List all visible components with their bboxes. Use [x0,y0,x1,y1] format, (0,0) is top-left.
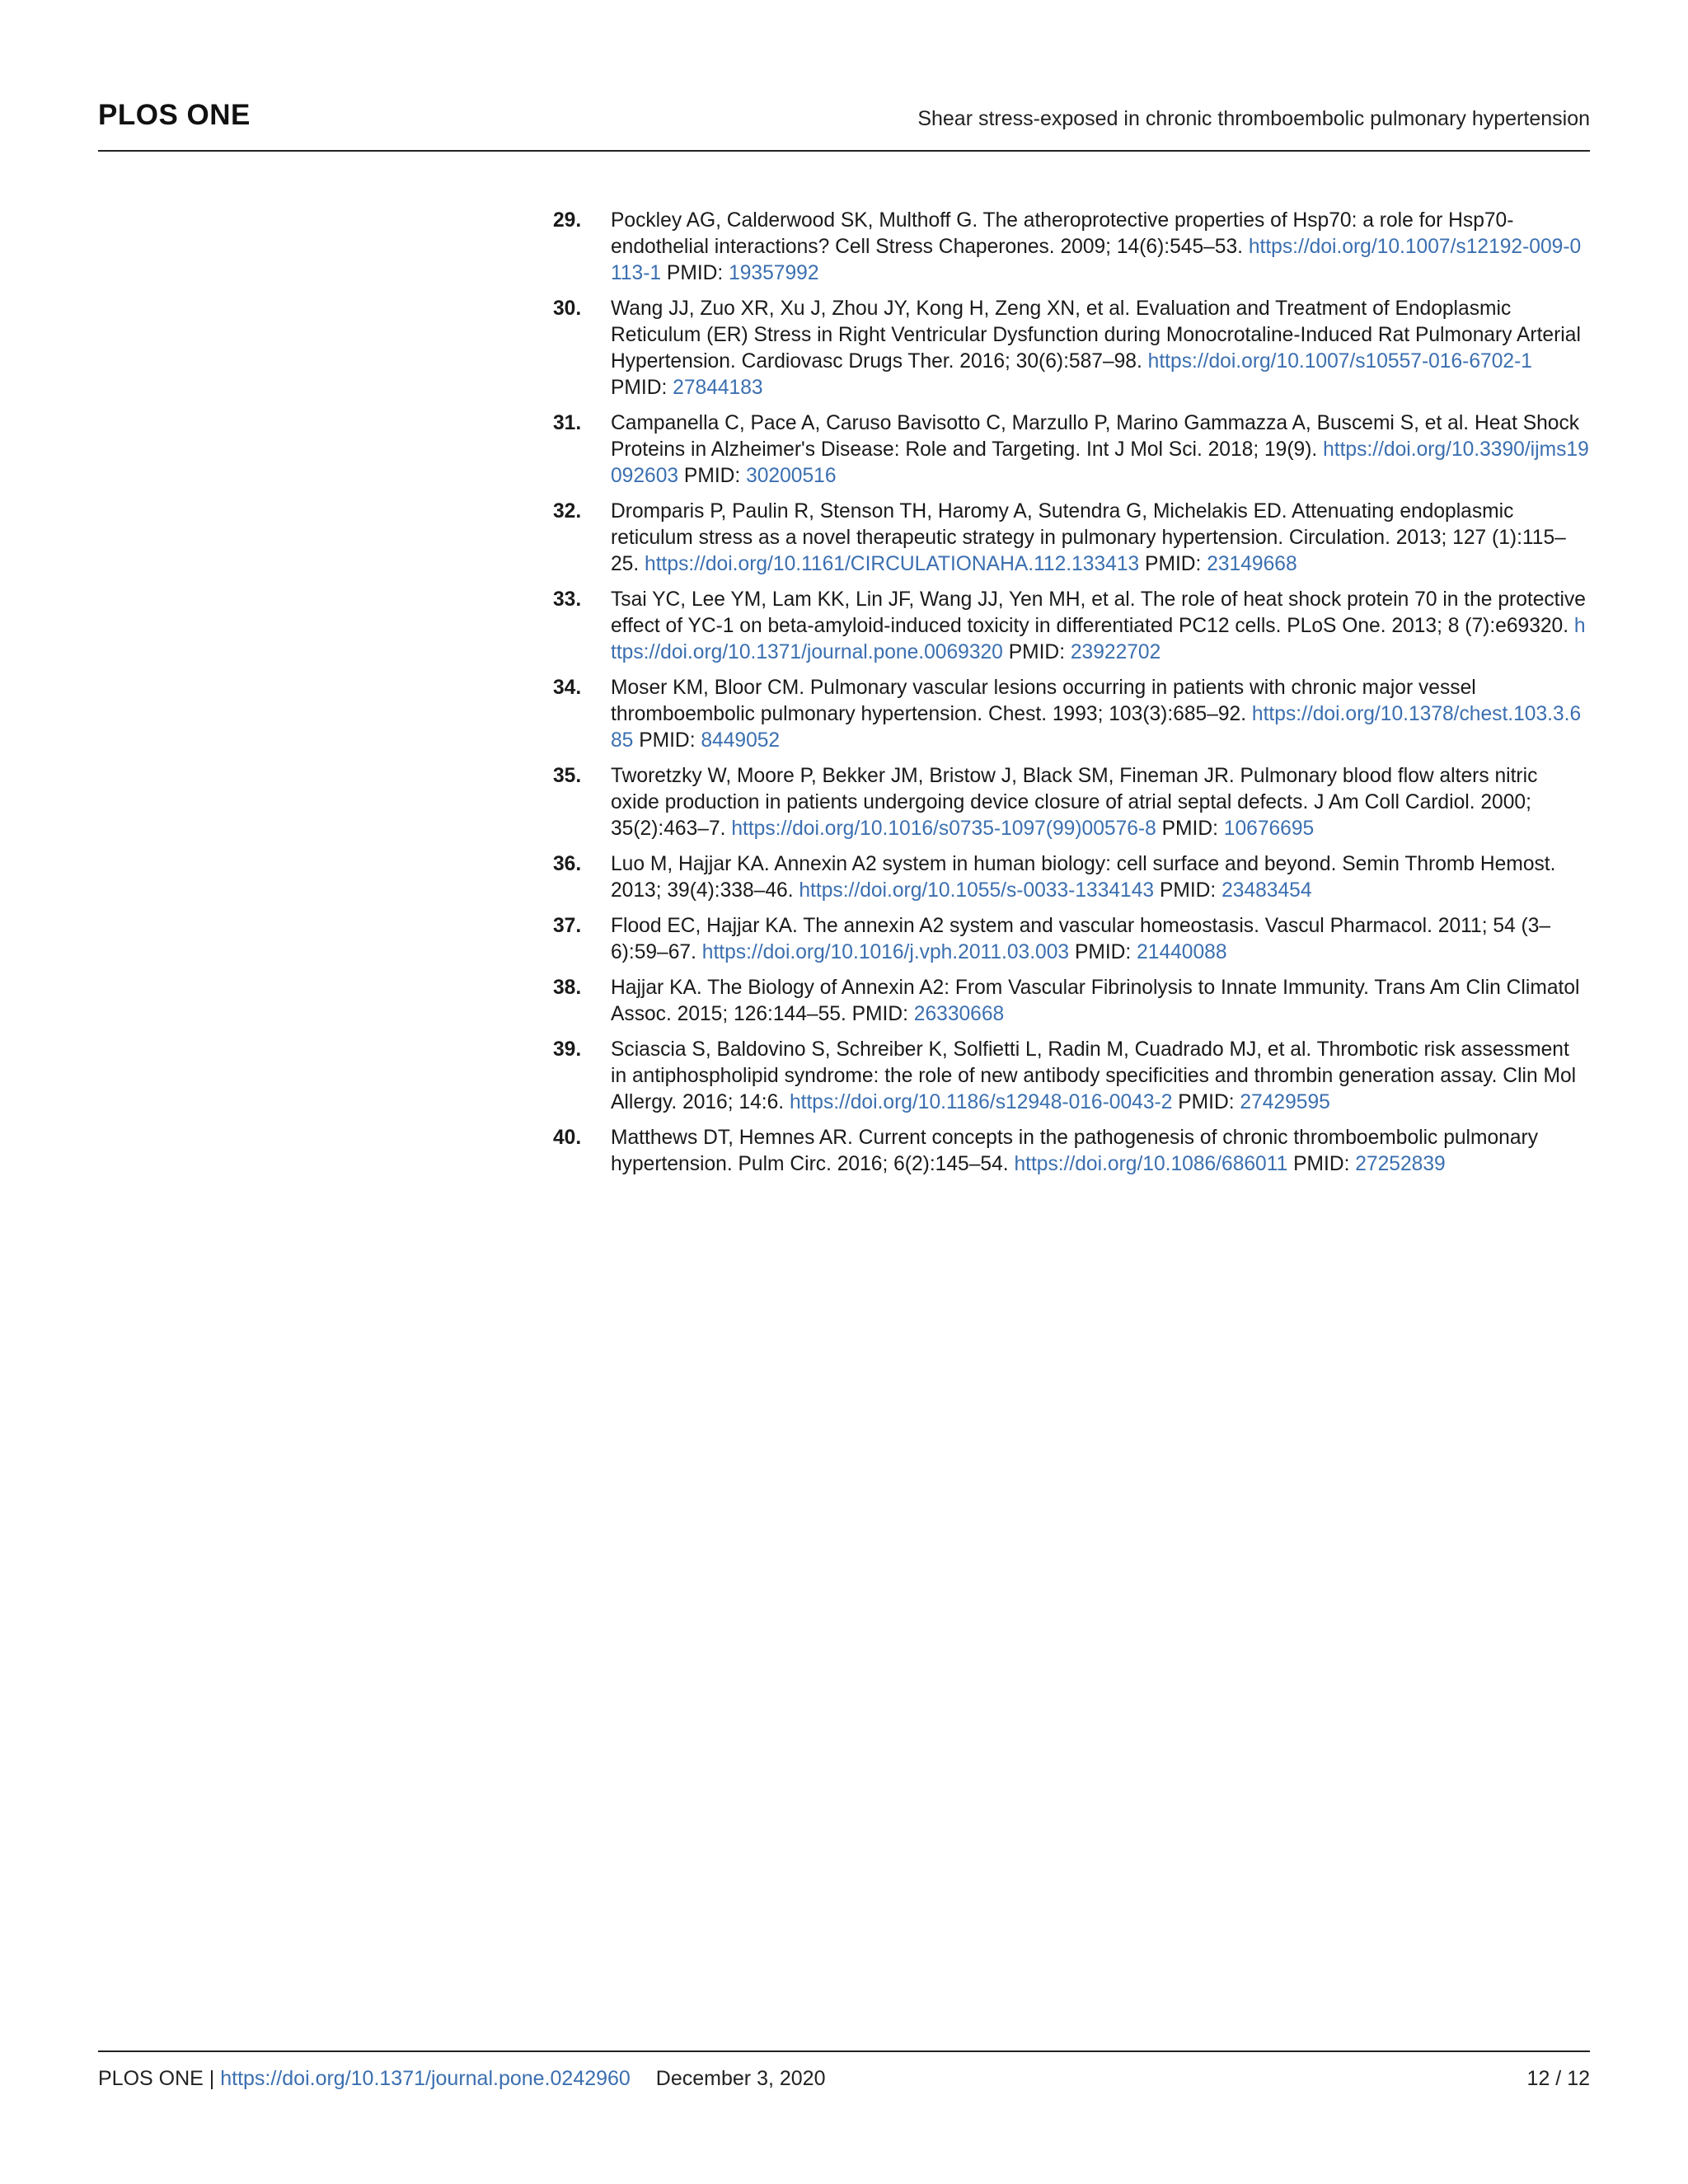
reference-list [553,208,1590,1187]
reference-number: 30. [553,298,582,320]
reference-doi-link[interactable]: https://doi.org/10.1007/s10557-016-6702-1 [1147,350,1532,373]
reference-number: 36. [553,853,582,875]
reference-number: 35. [553,765,582,787]
reference-number: 34. [553,677,582,699]
reference-pmid-link[interactable]: 21440088 [1137,941,1227,963]
footer-journal: PLOS ONE | [98,2067,215,2090]
pmid-label: PMID: [1008,641,1071,663]
pmid-label: PMID: [1145,553,1207,575]
reference-pmid-link[interactable]: 30200516 [746,465,837,487]
reference-number: 29. [553,209,582,232]
reference-pmid-link[interactable]: 8449052 [701,729,781,752]
pmid-label: PMID: [1159,879,1222,902]
reference-item [553,1037,1590,1116]
reference-doi-link[interactable]: https://doi.org/10.1007/s12192-009-0113-1 [611,236,1582,284]
pmid-label: PMID: [1293,1153,1356,1175]
reference-text: Moser KM, Bloor CM. Pulmonary vascular lesions occurring in patients with chronic major vessel thromboembolic pulmonary hypertension. Chest. 1993; 103(3):685–92. [611,677,1476,725]
reference-pmid-link[interactable]: 27844183 [673,377,763,399]
pmid-label: PMID: [611,377,673,399]
reference-pmid-link[interactable]: 26330668 [913,1003,1005,1025]
pmid-label: PMID: [683,465,747,487]
reference-item [553,410,1590,490]
reference-pmid-link[interactable]: 23922702 [1070,641,1161,663]
reference-item [553,913,1590,966]
reference-number: 32. [553,500,582,523]
reference-text: Pockley AG, Calderwood SK, Multhoff G. The atheroprotective properties of Hsp70: a role for Hsp70-endothelial interactions? Cell Stress Chaperones. 2009; 14(6):545–53. [611,209,1514,258]
reference-doi-link[interactable]: https://doi.org/10.1016/j.vph.2011.03.003 [701,941,1070,963]
page-footer [98,2050,1590,2091]
reference-item [553,851,1590,904]
reference-item [553,587,1590,666]
pmid-label: PMID: [1178,1091,1240,1113]
reference-doi-link[interactable]: https://doi.org/10.3390/ijms19092603 [611,438,1589,487]
reference-text: Wang JJ, Zuo XR, Xu J, Zhou JY, Kong H, Zeng XN, et al. Evaluation and Treatment of Endoplasmic Reticulum (ER) Stress in Right Ventricular Dysfunction during Monocrotaline-Induced Rat Pulmonary Arterial Hypertension. Cardiovasc Drugs Ther. 2016; 30(6):587–98. [611,298,1581,373]
reference-pmid-link[interactable]: 23149668 [1207,553,1297,575]
reference-number: 37. [553,915,582,937]
reference-doi-link[interactable]: https://doi.org/10.1016/s0735-1097(99)00576-8 [731,818,1156,840]
reference-text: Flood EC, Hajjar KA. The annexin A2 system and vascular homeostasis. Vascul Pharmacol. 2011; 54 (3–6):59–67. [611,915,1551,963]
reference-doi-link[interactable]: https://doi.org/10.1378/chest.103.3.685 [611,703,1582,752]
reference-item [553,675,1590,754]
footer-date: December 3, 2020 [655,2067,826,2090]
pmid-label: PMID: [666,262,729,284]
journal-name: PLOS ONE [98,99,251,131]
reference-doi-link[interactable]: https://doi.org/10.1371/journal.pone.0069320 [611,615,1586,663]
reference-item [553,763,1590,842]
pmid-label: PMID: [1074,941,1137,963]
reference-text: Tsai YC, Lee YM, Lam KK, Lin JF, Wang JJ, Yen MH, et al. The role of heat shock protein 70 in the protective effect of YC-1 on beta-amyloid-induced toxicity in differentiated PC12 cells. PLoS One. 2013; 8 (7):e69320. [611,588,1586,637]
reference-item [553,208,1590,287]
reference-doi-link[interactable]: https://doi.org/10.1186/s12948-016-0043-2 [789,1091,1173,1113]
reference-item [553,499,1590,578]
reference-item [553,296,1590,401]
reference-pmid-link[interactable]: 27429595 [1240,1091,1330,1113]
reference-doi-link[interactable]: https://doi.org/10.1055/s-0033-1334143 [799,879,1155,902]
reference-item [553,1125,1590,1178]
running-title: Shear stress-exposed in chronic thromboembolic pulmonary hypertension [917,107,1590,130]
reference-pmid-link[interactable]: 23483454 [1221,879,1312,902]
reference-number: 31. [553,412,582,434]
reference-doi-link[interactable]: https://doi.org/10.1086/686011 [1014,1153,1288,1175]
reference-text: Hajjar KA. The Biology of Annexin A2: From Vascular Fibrinolysis to Innate Immunity. Trans Am Clin Climatol Assoc. 2015; 126:144–55. [611,977,1580,1025]
reference-text: Tworetzky W, Moore P, Bekker JM, Bristow J, Black SM, Fineman JR. Pulmonary blood flow alters nitric oxide production in patients undergoing device closure of atrial septal defects. J Am Coll Cardiol. 2000; 35(2):463–7. [611,765,1538,840]
footer-doi-link[interactable]: https://doi.org/10.1371/journal.pone.0242960 [220,2067,631,2090]
reference-pmid-link[interactable]: 27252839 [1355,1153,1446,1175]
reference-item [553,975,1590,1028]
reference-number: 33. [553,588,582,611]
reference-text: Luo M, Hajjar KA. Annexin A2 system in human biology: cell surface and beyond. Semin Thromb Hemost. 2013; 39(4):338–46. [611,853,1556,902]
reference-text: Dromparis P, Paulin R, Stenson TH, Haromy A, Sutendra G, Michelakis ED. Attenuating endoplasmic reticulum stress as a novel therapeutic strategy in pulmonary hypertension. Circulation. 2013; 127 (1):115–25. [611,500,1566,575]
pmid-label: PMID: [851,1003,914,1025]
reference-pmid-link[interactable]: 19357992 [729,262,819,284]
reference-text: Sciascia S, Baldovino S, Schreiber K, Solfietti L, Radin M, Cuadrado MJ, et al. Thrombotic risk assessment in antiphospholipid syndrome: the role of new antibody specificities and thrombin generation assay. Clin Mol Allergy. 2016; 14:6. [611,1038,1577,1113]
reference-number: 39. [553,1038,582,1061]
page-number: 12 / 12 [1526,2067,1590,2090]
page-header [98,97,1590,152]
pmid-label: PMID: [639,729,701,752]
reference-doi-link[interactable]: https://doi.org/10.1161/CIRCULATIONAHA.112.133413 [645,553,1140,575]
reference-pmid-link[interactable]: 10676695 [1223,818,1315,840]
reference-number: 38. [553,977,582,999]
reference-text: Campanella C, Pace A, Caruso Bavisotto C, Marzullo P, Marino Gammazza A, Buscemi S, et al. Heat Shock Proteins in Alzheimer's Disease: Role and Targeting. Int J Mol Sci. 2018; 19(9). [611,412,1580,461]
reference-text: Matthews DT, Hemnes AR. Current concepts in the pathogenesis of chronic thromboembolic pulmonary hypertension. Pulm Circ. 2016; 6(2):145–54. [611,1127,1539,1175]
reference-number: 40. [553,1127,582,1149]
pmid-label: PMID: [1161,818,1224,840]
